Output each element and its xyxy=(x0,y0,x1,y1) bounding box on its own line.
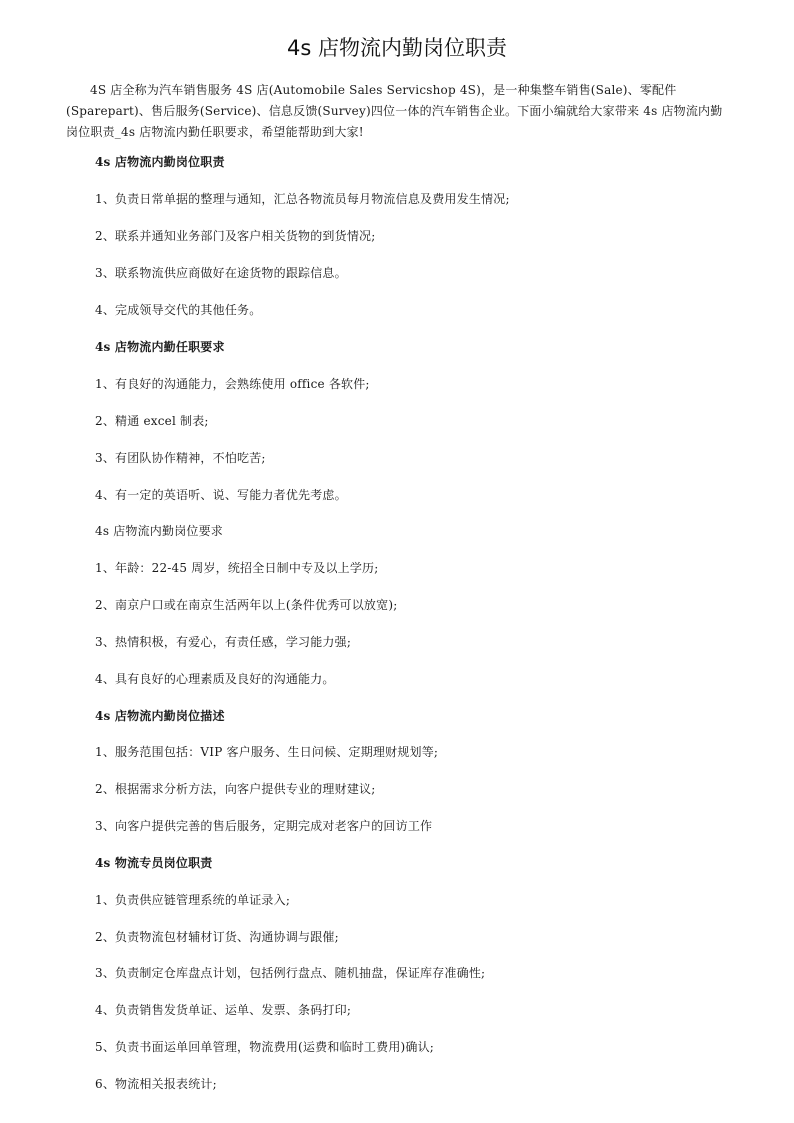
document-title: 4s 店物流内勤岗位职责 xyxy=(287,36,507,60)
list-item: 6、物流相关报表统计; xyxy=(95,1077,217,1091)
list-item: 5、负责书面运单回单管理，物流费用(运费和临时工费用)确认; xyxy=(95,1040,435,1054)
section-heading-specialist-duties: 4s 物流专员岗位职责 xyxy=(95,856,213,870)
list-item: 2、联系并通知业务部门及客户相关货物的到货情况; xyxy=(95,229,376,243)
section-heading-requirements: 4s 店物流内勤任职要求 xyxy=(95,340,225,354)
list-item: 1、服务范围包括：VIP 客户服务、生日问候、定期理财规划等; xyxy=(95,745,439,759)
list-item: 1、负责日常单据的整理与通知，汇总各物流员每月物流信息及费用发生情况; xyxy=(95,192,510,206)
list-item: 3、负责制定仓库盘点计划，包括例行盘点、随机抽盘，保证库存准确性; xyxy=(95,966,486,980)
list-item: 3、热情积极，有爱心，有责任感，学习能力强; xyxy=(95,635,352,649)
list-item: 2、根据需求分析方法，向客户提供专业的理财建议; xyxy=(95,782,376,796)
list-item: 2、精通 excel 制表; xyxy=(95,414,209,428)
list-item: 4、有一定的英语听、说、写能力者优先考虑。 xyxy=(95,488,347,502)
list-item: 4、负责销售发货单证、运单、发票、条码打印; xyxy=(95,1003,352,1017)
list-item: 2、负责物流包材辅材订货、沟通协调与跟催; xyxy=(95,930,339,944)
list-item: 3、向客户提供完善的售后服务，定期完成对老客户的回访工作 xyxy=(95,819,433,833)
list-item: 4、具有良好的心理素质及良好的沟通能力。 xyxy=(95,672,335,686)
list-item: 1、年龄：22-45 周岁，统招全日制中专及以上学历; xyxy=(95,561,379,575)
list-item: 2、南京户口或在南京生活两年以上(条件优秀可以放宽); xyxy=(95,598,398,612)
intro-paragraph: 4S 店全称为汽车销售服务 4S 店(Automobile Sales Servicshop 4S)，是一种集整车销售(Sale)、零配件(Sparepart)、售后服务(Service)、信息反馈(Survey)四位一体的汽车销售企业。下面小编就给大家带来 4s 店物流内勤岗位职责_4s 店物流内勤任职要求，希望能帮助到大家! xyxy=(66,83,723,139)
list-item: 1、负责供应链管理系统的单证录入; xyxy=(95,893,291,907)
list-item: 1、有良好的沟通能力，会熟练使用 office 各软件; xyxy=(95,377,370,391)
section-heading-position-requirements: 4s 店物流内勤岗位要求 xyxy=(95,524,224,538)
list-item: 4、完成领导交代的其他任务。 xyxy=(95,303,262,317)
list-item: 3、联系物流供应商做好在途货物的跟踪信息。 xyxy=(95,266,347,280)
section-heading-description: 4s 店物流内勤岗位描述 xyxy=(95,709,225,723)
list-item: 3、有团队协作精神，不怕吃苦; xyxy=(95,451,266,465)
section-heading-duties: 4s 店物流内勤岗位职责 xyxy=(95,155,225,169)
